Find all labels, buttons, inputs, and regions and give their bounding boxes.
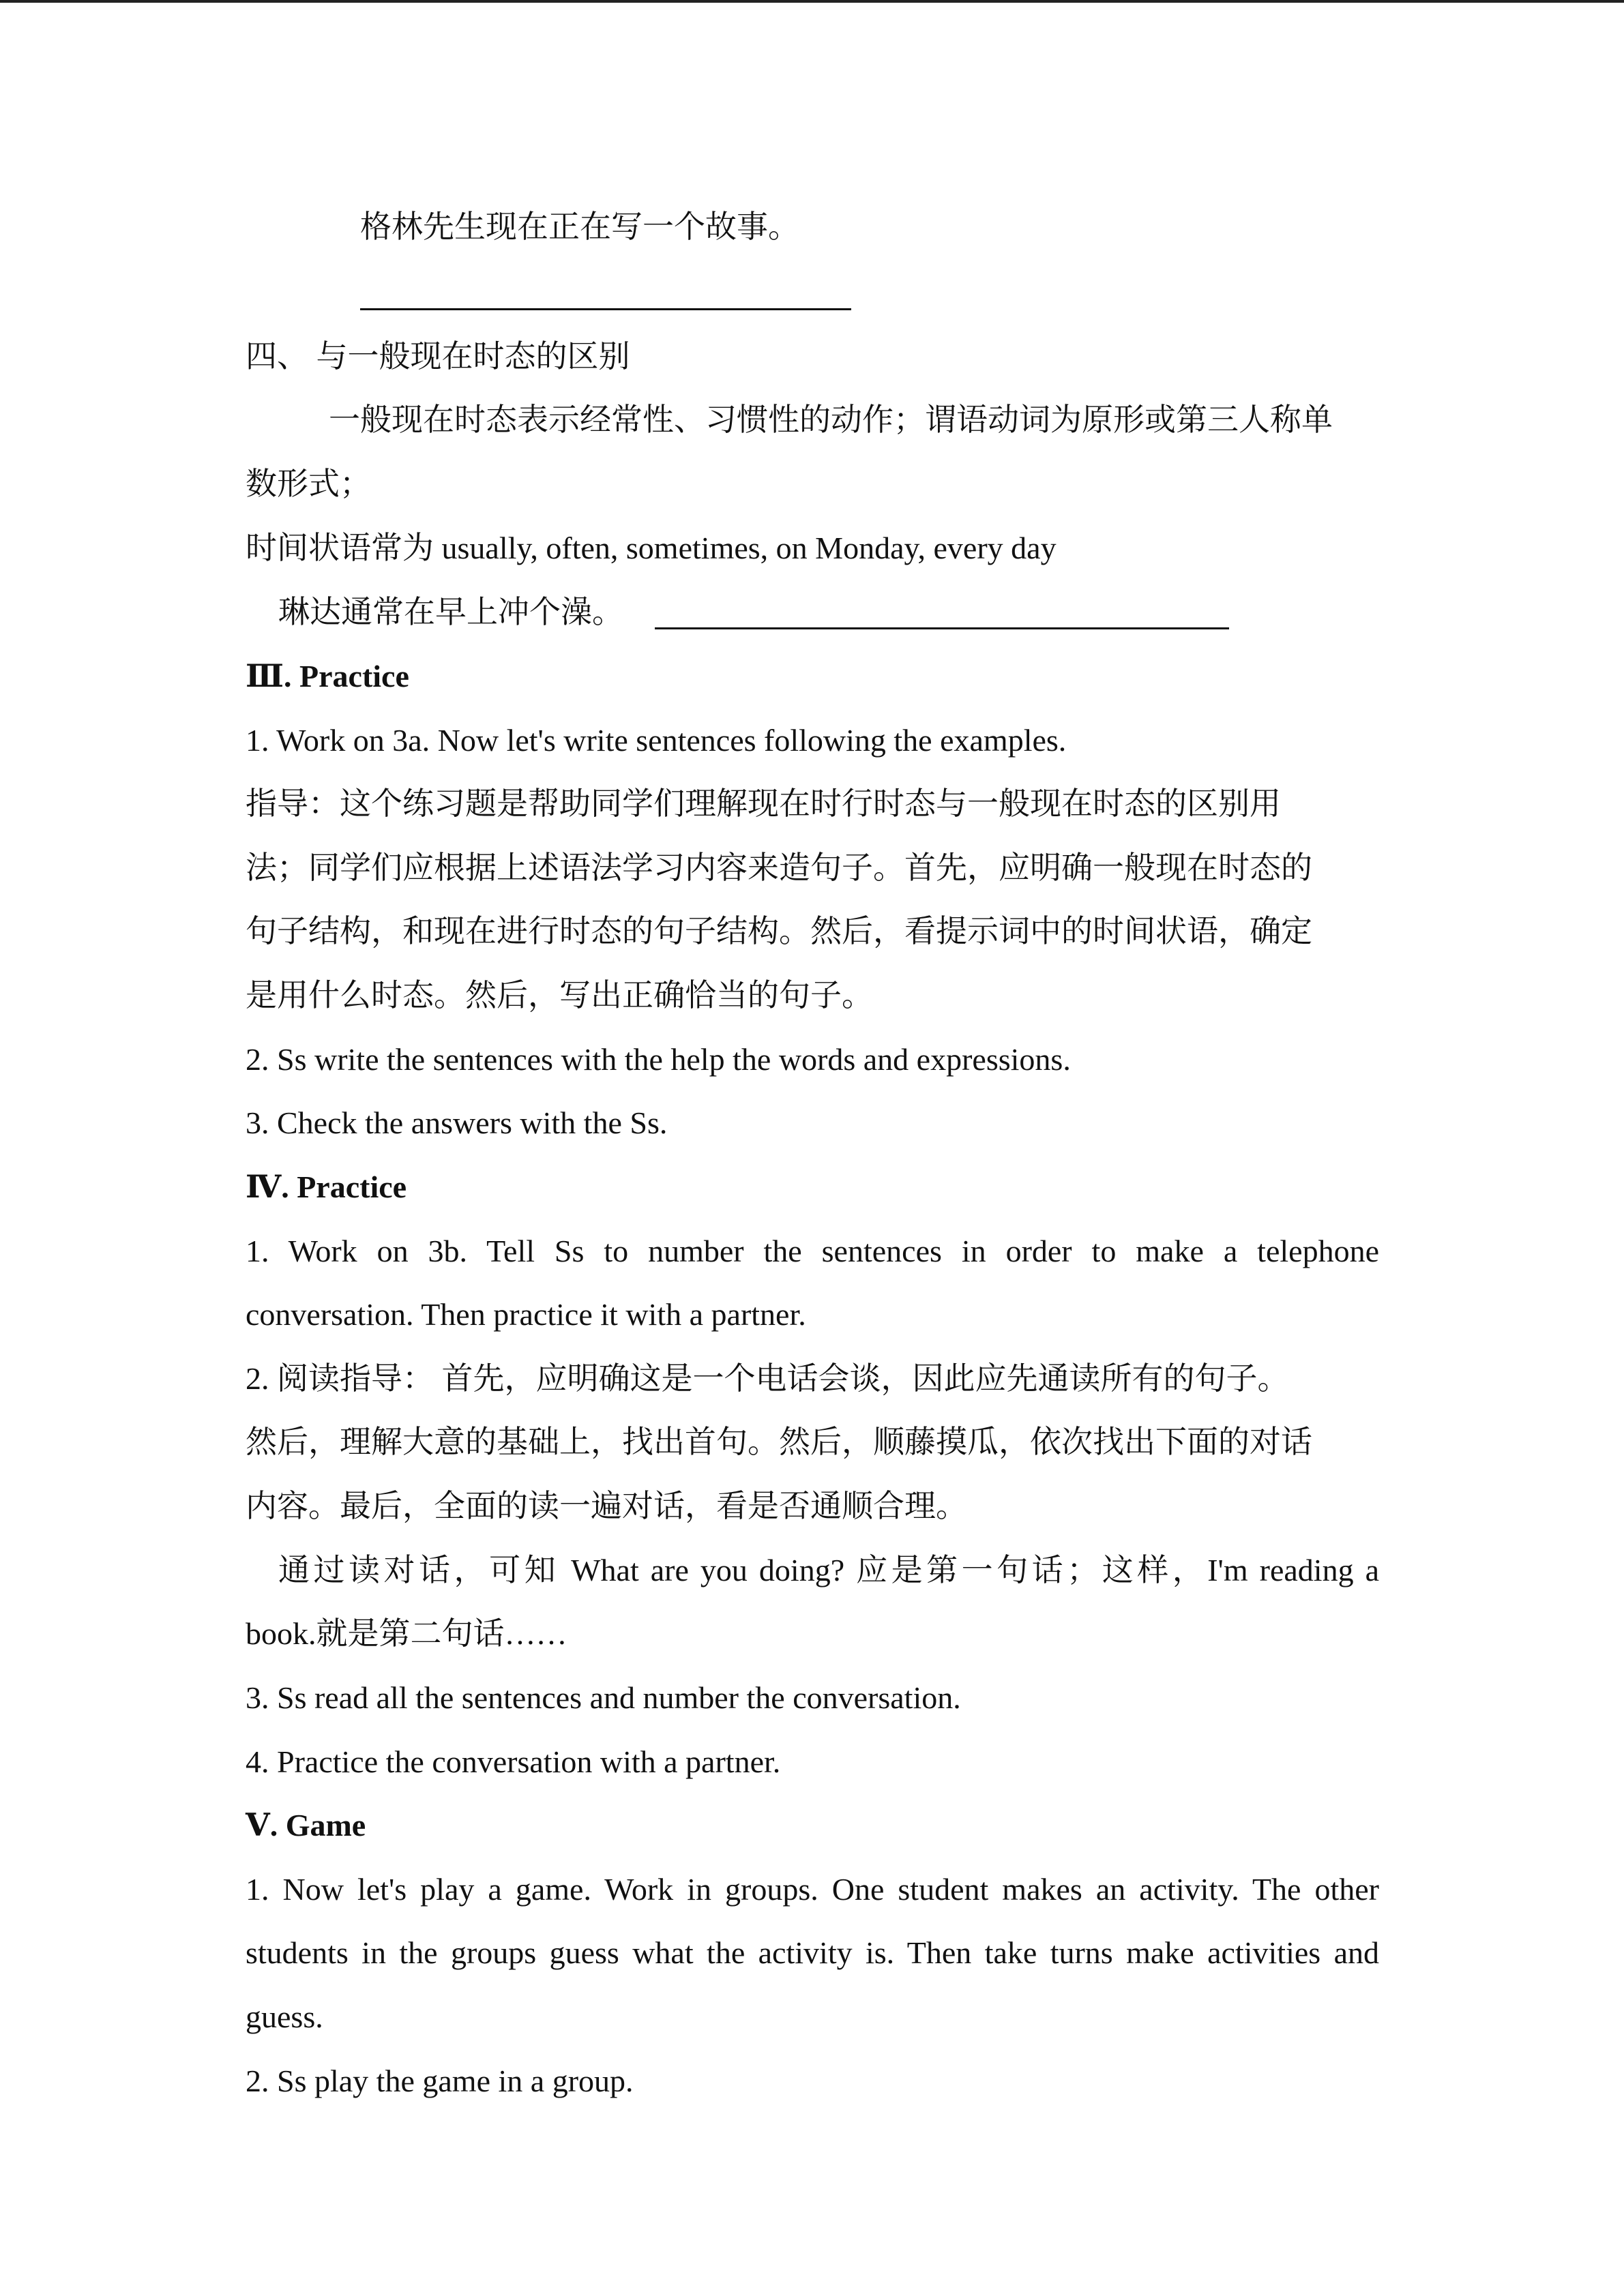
paragraph-line: 通过读对话，可知 What are you doing? 应是第一句话；这样，I'm reading a bbox=[278, 1553, 1379, 1587]
paragraph-line: 是用什么时态。然后，写出正确恰当的句子。 bbox=[246, 978, 873, 1013]
paragraph-line: 1. Now let's play a game. Work in groups. One student makes an activity. The other bbox=[246, 1872, 1379, 1907]
paragraph-line: 内容。最后，全面的读一遍对话，看是否通顺合理。 bbox=[246, 1489, 967, 1523]
paragraph-line: 1. Work on 3b. Tell Ss to number the sentences in order to make a telephone bbox=[246, 1234, 1379, 1268]
answer-blank-line[interactable] bbox=[360, 308, 851, 310]
paragraph-line: 3. Check the answers with the Ss. bbox=[246, 1105, 668, 1140]
page-top-border bbox=[0, 0, 1624, 3]
section-heading-game: Ⅴ. Game bbox=[246, 1808, 366, 1843]
paragraph-line: 指导：这个练习题是帮助同学们理解现在时行时态与一般现在时态的区别用 bbox=[246, 786, 1281, 821]
paragraph-line: 一般现在时态表示经常性、习惯性的动作；谓语动词为原形或第三人称单 bbox=[329, 402, 1333, 437]
paragraph-line: 然后，理解大意的基础上，找出首句。然后，顺藤摸瓜，依次找出下面的对话 bbox=[246, 1425, 1312, 1459]
paragraph-line: 法；同学们应根据上述语法学习内容来造句子。首先，应明确一般现在时态的 bbox=[246, 850, 1312, 885]
paragraph-line: 3. Ss read all the sentences and number the conversation. bbox=[246, 1680, 961, 1715]
paragraph-line: 句子结构，和现在进行时态的句子结构。然后，看提示词中的时间状语，确定 bbox=[246, 914, 1312, 949]
section-heading-practice-iii: Ⅲ. Practice bbox=[246, 659, 409, 694]
paragraph-line: students in the groups guess what the activity is. Then take turns make activities and bbox=[246, 1935, 1379, 1970]
paragraph-line: guess. bbox=[246, 1999, 323, 2034]
paragraph-line: conversation. Then practice it with a partner. bbox=[246, 1297, 806, 1332]
example-sentence-chinese: 琳达通常在早上冲个澡。 bbox=[278, 595, 623, 629]
section-heading-four: 四、 与一般现在时态的区别 bbox=[246, 339, 630, 374]
paragraph-line: book.就是第二句话…… bbox=[246, 1616, 567, 1651]
paragraph-line: 4. Practice the conversation with a partner. bbox=[246, 1744, 781, 1779]
paragraph-line: 1. Work on 3a. Now let's write sentences following the examples. bbox=[246, 723, 1067, 758]
answer-blank-line[interactable] bbox=[655, 627, 1229, 629]
paragraph-line: 2. 阅读指导： 首先，应明确这是一个电话会谈，因此应先通读所有的句子。 bbox=[246, 1361, 1289, 1396]
paragraph-line: 数形式； bbox=[246, 466, 371, 501]
paragraph-line: 2. Ss play the game in a group. bbox=[246, 2063, 634, 2098]
example-sentence-chinese: 格林先生现在正在写一个故事。 bbox=[360, 209, 799, 244]
section-heading-practice-iv: Ⅳ. Practice bbox=[246, 1169, 407, 1204]
paragraph-line: 2. Ss write the sentences with the help the words and expressions. bbox=[246, 1042, 1071, 1077]
paragraph-line: 时间状语常为 usually, often, sometimes, on Monday, every day bbox=[246, 531, 1057, 565]
